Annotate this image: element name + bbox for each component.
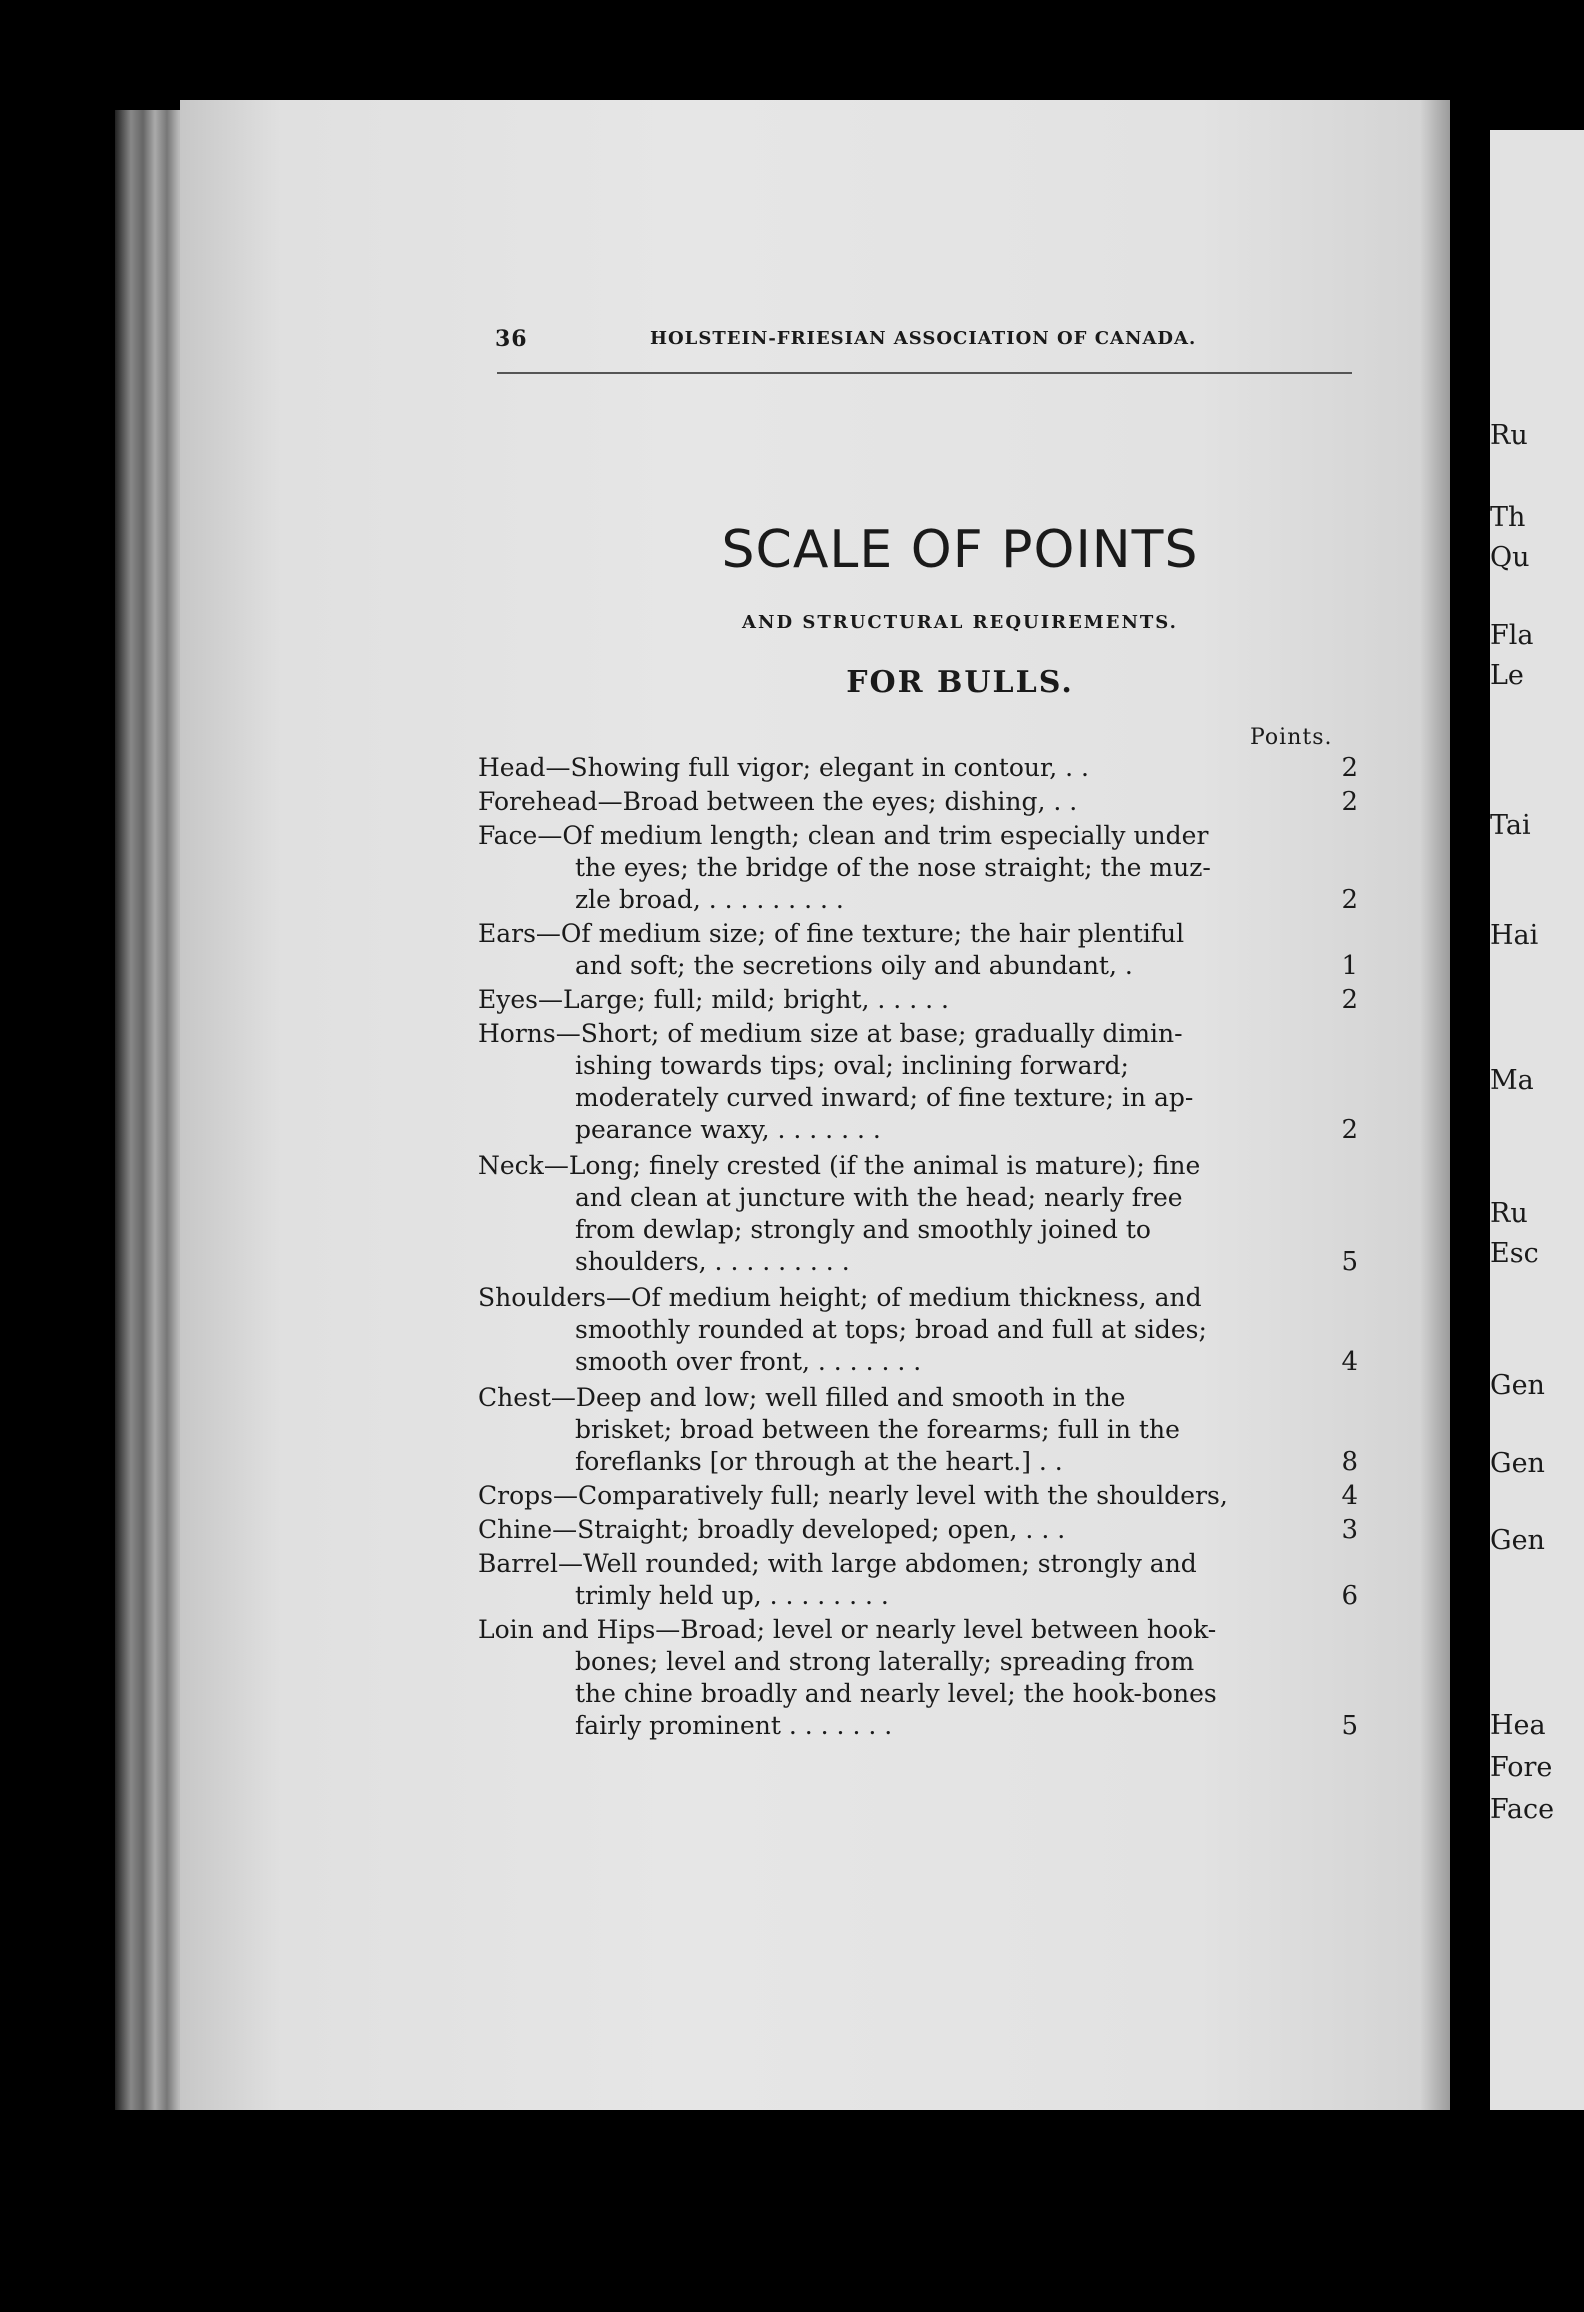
entry-points-value: 1 bbox=[1341, 951, 1358, 981]
facing-page-fragment: Tai bbox=[1490, 810, 1531, 841]
point-entry bbox=[478, 1150, 1358, 1278]
entry-points-value: 4 bbox=[1341, 1481, 1358, 1511]
point-entry bbox=[478, 918, 1358, 982]
entry-points-value: 3 bbox=[1341, 1515, 1358, 1545]
entry-text-line: shoulders, . . . . . . . . . bbox=[575, 1247, 850, 1276]
entry-text-line: smooth over front, . . . . . . . bbox=[575, 1347, 922, 1376]
entry-points-value: 4 bbox=[1341, 1347, 1358, 1377]
entry-text-line: moderately curved inward; of fine texture; in ap- bbox=[575, 1083, 1194, 1112]
facing-page-fragment: Fore bbox=[1490, 1752, 1553, 1783]
entry-text-line: Eyes—Large; full; mild; bright, . . . . . bbox=[478, 985, 949, 1014]
facing-page-fragment: Fla bbox=[1490, 620, 1534, 651]
entry-text-line: Head—Showing full vigor; elegant in contour, . . bbox=[478, 753, 1089, 782]
entry-text-line: Barrel—Well rounded; with large abdomen; strongly and bbox=[478, 1549, 1197, 1578]
entry-text-line: Chest—Deep and low; well filled and smooth in the bbox=[478, 1383, 1126, 1412]
entry-points-value: 2 bbox=[1341, 787, 1358, 817]
facing-page-fragment: Hea bbox=[1490, 1710, 1546, 1741]
facing-page-fragment: Hai bbox=[1490, 920, 1539, 951]
entry-points-value: 2 bbox=[1341, 985, 1358, 1015]
page-gutter-shadow bbox=[1420, 100, 1460, 2110]
facing-page-fragment: Face bbox=[1490, 1794, 1555, 1825]
point-entry bbox=[478, 1614, 1358, 1742]
facing-page-fragment: Ru bbox=[1490, 1198, 1528, 1229]
point-entry bbox=[478, 1548, 1358, 1612]
entry-points-value: 2 bbox=[1341, 1115, 1358, 1145]
entry-text-line: foreflanks [or through at the heart.] . . bbox=[575, 1447, 1063, 1476]
entry-points-value: 5 bbox=[1341, 1247, 1358, 1277]
facing-page bbox=[1490, 130, 1584, 2110]
facing-page-fragment: Esc bbox=[1490, 1238, 1539, 1269]
entry-text-line: the chine broadly and nearly level; the hook-bones bbox=[575, 1679, 1217, 1708]
page-subtitle: AND STRUCTURAL REQUIREMENTS. bbox=[742, 612, 1178, 633]
entry-text-line: ishing towards tips; oval; inclining forward; bbox=[575, 1051, 1129, 1080]
entry-text-line: Neck—Long; finely crested (if the animal is mature); fine bbox=[478, 1151, 1201, 1180]
facing-page-fragment: Gen bbox=[1490, 1525, 1545, 1556]
entry-text-line: Face—Of medium length; clean and trim especially under bbox=[478, 821, 1209, 850]
entry-text-line: and soft; the secretions oily and abundant, . bbox=[575, 951, 1133, 980]
facing-page-fragment: Le bbox=[1490, 660, 1524, 691]
entry-text-line: Horns—Short; of medium size at base; gradually dimin- bbox=[478, 1019, 1183, 1048]
scale-of-points-list bbox=[478, 750, 1358, 1742]
entry-text-line: Forehead—Broad between the eyes; dishing, . . bbox=[478, 787, 1078, 816]
page-number: 36 bbox=[495, 326, 528, 352]
section-heading: FOR BULLS. bbox=[846, 665, 1074, 700]
point-entry bbox=[478, 1382, 1358, 1478]
facing-page-fragment: Gen bbox=[1490, 1370, 1545, 1401]
entry-text-line: smoothly rounded at tops; broad and full at sides; bbox=[575, 1315, 1207, 1344]
entry-points-value: 2 bbox=[1341, 753, 1358, 783]
facing-page-fragment: Gen bbox=[1490, 1448, 1545, 1479]
entry-text-line: from dewlap; strongly and smoothly joined to bbox=[575, 1215, 1151, 1244]
point-entry bbox=[478, 1018, 1358, 1146]
facing-page-fragment: Th bbox=[1490, 502, 1526, 533]
entry-text-line: Shoulders—Of medium height; of medium thickness, and bbox=[478, 1283, 1202, 1312]
entry-points-value: 6 bbox=[1341, 1581, 1358, 1611]
entry-text-line: pearance waxy, . . . . . . . bbox=[575, 1115, 881, 1144]
facing-page-fragment: Ma bbox=[1490, 1065, 1534, 1096]
entry-text-line: the eyes; the bridge of the nose straight; the muz- bbox=[575, 853, 1211, 882]
entry-points-value: 2 bbox=[1341, 885, 1358, 915]
entry-text-line: brisket; broad between the forearms; full in the bbox=[575, 1415, 1180, 1444]
point-entry bbox=[478, 984, 1358, 1016]
entry-text-line: Loin and Hips—Broad; level or nearly level between hook- bbox=[478, 1615, 1217, 1644]
entry-text-line: trimly held up, . . . . . . . . bbox=[575, 1581, 889, 1610]
point-entry bbox=[478, 820, 1358, 916]
entry-text-line: bones; level and strong laterally; spreading from bbox=[575, 1647, 1195, 1676]
facing-page-fragment: Qu bbox=[1490, 542, 1530, 573]
entry-text-line: Crops—Comparatively full; nearly level with the shoulders, bbox=[478, 1481, 1228, 1510]
entry-points-value: 5 bbox=[1341, 1711, 1358, 1741]
point-entry bbox=[478, 1480, 1358, 1512]
entry-text-line: fairly prominent . . . . . . . bbox=[575, 1711, 893, 1740]
point-entry bbox=[478, 786, 1358, 818]
running-title: HOLSTEIN-FRIESIAN ASSOCIATION OF CANADA. bbox=[650, 328, 1197, 349]
entry-text-line: Chine—Straight; broadly developed; open, . . . bbox=[478, 1515, 1066, 1544]
facing-page-fragment: Ru bbox=[1490, 420, 1528, 451]
entry-points-value: 8 bbox=[1341, 1447, 1358, 1477]
entry-text-line: and clean at juncture with the head; nearly free bbox=[575, 1183, 1183, 1212]
header-rule bbox=[497, 372, 1352, 374]
point-entry bbox=[478, 1514, 1358, 1546]
entry-text-line: Ears—Of medium size; of fine texture; the hair plentiful bbox=[478, 919, 1185, 948]
entry-text-line: zle broad, . . . . . . . . . bbox=[575, 885, 844, 914]
point-entry bbox=[478, 1282, 1358, 1378]
point-entry bbox=[478, 752, 1358, 784]
points-column-heading: Points. bbox=[1250, 725, 1333, 750]
page-title: SCALE OF POINTS bbox=[721, 520, 1199, 580]
